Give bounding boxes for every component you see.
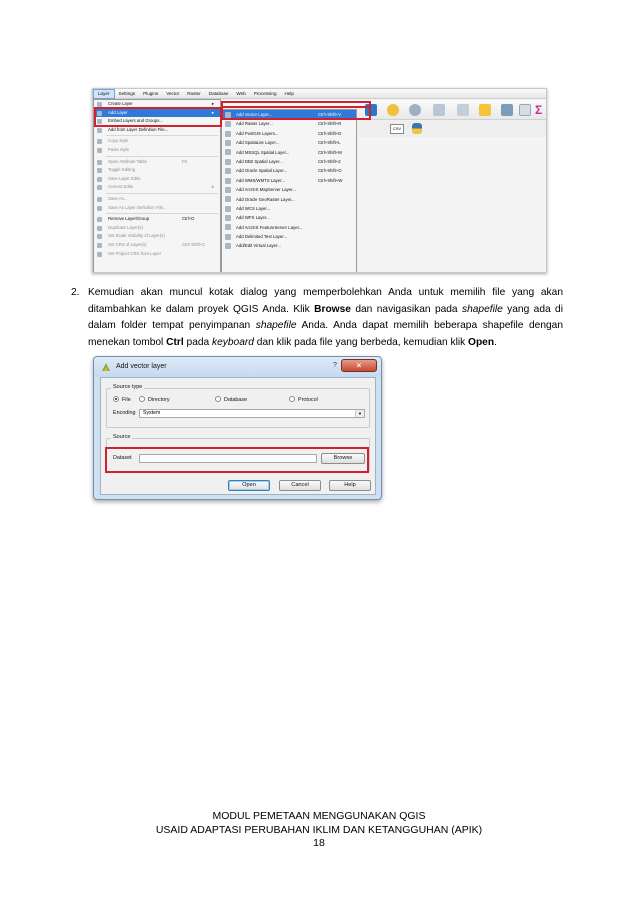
- menu-item-icon: [225, 121, 231, 127]
- source-type-group: [106, 384, 370, 428]
- menu-item[interactable]: [222, 223, 356, 232]
- menu-item-label: Add WMS/WMTS Layer...: [236, 177, 285, 183]
- menu-item-label: Duplicate Layer(s): [108, 224, 143, 230]
- italic-shapefile: shapefile: [255, 320, 297, 331]
- menu-item[interactable]: [222, 241, 356, 250]
- menu-item-icon: [225, 224, 231, 230]
- menu-item-shortcut: Ctrl+Shift+W: [318, 177, 343, 183]
- text-run: dan navigasikan pada: [350, 303, 462, 315]
- menu-item-label: Toggle Editing: [108, 167, 135, 173]
- dataset-label: Dataset: [113, 455, 132, 461]
- encoding-label: Encoding: [113, 410, 136, 416]
- menu-item-icon: [97, 128, 102, 133]
- menu-item-label: Set Project CRS from Layer: [108, 250, 162, 256]
- menu-item-label: Add from Layer Definition File...: [108, 126, 169, 132]
- menu-item-shortcut: Ctrl+Shift+O: [318, 168, 342, 174]
- menu-item-shortcut: Ctrl+Shift+C: [182, 241, 206, 247]
- menubar-web[interactable]: Web: [236, 91, 246, 96]
- menu-item-icon: [97, 160, 102, 165]
- menu-item-label: Add Vector Layer...: [236, 112, 273, 117]
- menu-item[interactable]: [222, 232, 356, 241]
- menu-item-icon: [97, 168, 102, 173]
- text-run: dan klik pada file yang berbeda, kemudian klik: [253, 336, 469, 348]
- menu-item-label: Embed Layers and Groups...: [108, 118, 163, 124]
- menu-item[interactable]: [222, 213, 356, 222]
- annotation-box-source: [105, 447, 369, 473]
- menu-item[interactable]: [222, 138, 356, 147]
- menubar-vector[interactable]: Vector: [166, 91, 180, 96]
- python-console-icon[interactable]: [412, 123, 422, 134]
- menu-item-icon: [97, 148, 102, 153]
- footer-organization: USAID ADAPTASI PERUBAHAN IKLIM DAN KETANGGUHAN (APIK): [155, 823, 483, 836]
- add-layer-submenu: [221, 109, 357, 273]
- menu-item-label: Add Oracle Spatial Layer...: [236, 168, 288, 174]
- annotation-box-toolbar: [221, 101, 371, 109]
- menu-item[interactable]: [94, 232, 220, 241]
- qgis-menu-screenshot: [92, 88, 547, 273]
- bold-open: Open: [468, 336, 495, 348]
- menu-item[interactable]: [94, 126, 220, 135]
- text-run: Kemudian akan muncul kotak dialog yang memperbolehkan Anda untuk memilih file yang akan ditambahkan ke dalam proyek QGIS Anda. Klik: [88, 287, 563, 315]
- menu-item-label: Add Oracle GeoRaster Layer...: [236, 196, 295, 202]
- menu-item-icon: [97, 197, 102, 202]
- dialog-title: Add vector layer: [116, 363, 167, 370]
- menu-item-icon: [225, 140, 231, 146]
- menu-item-label: Create Layer: [108, 101, 133, 106]
- open-button[interactable]: Open: [228, 480, 270, 491]
- dialog-body: [100, 377, 376, 495]
- italic-shapefile: shapefile: [462, 303, 503, 315]
- cancel-button[interactable]: Cancel: [279, 480, 321, 491]
- menu-item-icon: [97, 243, 102, 248]
- menu-item-icon: [225, 187, 231, 193]
- help-button[interactable]: Help: [329, 480, 371, 491]
- qgis-logo-icon: [101, 362, 111, 372]
- qgis-layer-toolbar: [358, 121, 547, 137]
- menu-item-label: Add ArcGIS FeatureServer Layer...: [236, 224, 303, 230]
- deselect-icon[interactable]: [457, 104, 469, 116]
- csv-icon[interactable]: CSV: [390, 124, 404, 134]
- identify-icon[interactable]: [387, 104, 399, 116]
- menu-item-shortcut: Ctrl+Shift+2: [318, 158, 341, 164]
- menu-item-label: Paste style: [108, 146, 130, 152]
- menu-item[interactable]: [222, 119, 356, 128]
- menubar-plugins[interactable]: Plugins: [143, 91, 159, 96]
- encoding-value: System: [143, 410, 161, 416]
- bold-browse: Browse: [314, 303, 351, 315]
- source-type-label: Source type: [113, 384, 143, 390]
- chevron-right-icon: ▸: [211, 109, 214, 115]
- menu-item[interactable]: [222, 176, 356, 185]
- menu-item-icon: [97, 185, 102, 190]
- radio-database-label: Database: [224, 397, 248, 403]
- menu-item-label: Set Scale Visibility of Layer(s): [108, 233, 165, 239]
- menu-item-label: Remove Layer/Group: [108, 216, 150, 222]
- menu-item-label: Set CRS of Layer(s): [108, 241, 147, 247]
- menubar-raster[interactable]: Raster: [187, 91, 201, 96]
- menu-item-icon: [225, 168, 231, 174]
- footer-module-title: MODUL PEMETAAN MENGGUNAKAN QGIS: [212, 810, 426, 822]
- menu-item[interactable]: [94, 175, 220, 184]
- menu-item-icon: [225, 131, 231, 137]
- menu-item-label: Add Layer: [108, 109, 128, 115]
- page-number: 18: [313, 837, 325, 849]
- menu-item[interactable]: [94, 137, 220, 146]
- menu-item-shortcut: F6: [182, 158, 188, 164]
- measure-icon[interactable]: [501, 104, 513, 116]
- menu-item-label: Add Raster Layer...: [236, 121, 273, 127]
- menu-item-shortcut: Ctrl+Shift+V: [318, 112, 342, 117]
- menu-item-icon: [97, 206, 102, 211]
- radio-directory-label: Directory: [148, 397, 170, 403]
- menu-item-icon: [97, 234, 102, 239]
- radio-file[interactable]: [113, 396, 131, 404]
- menu-item-icon: [225, 243, 231, 249]
- radio-dot-selected: [113, 396, 119, 402]
- menu-item[interactable]: [222, 185, 356, 194]
- menu-item-label: Add/Edit Virtual Layer...: [236, 243, 281, 249]
- menu-item-label: Add ArcGIS MapServer Layer...: [236, 187, 296, 193]
- menu-item-icon: [97, 226, 102, 231]
- menu-item-icon: [97, 139, 102, 144]
- menubar-settings[interactable]: Settings: [118, 91, 136, 96]
- menu-separator: [106, 213, 218, 214]
- radio-protocol-label: Protocol: [298, 397, 318, 403]
- radio-dot: [215, 396, 221, 402]
- text-run: pada: [183, 336, 213, 348]
- source-label: Source: [113, 434, 131, 440]
- menu-item-icon: [97, 177, 102, 182]
- bold-ctrl: Ctrl: [166, 336, 184, 348]
- step-number: 2.: [71, 287, 80, 298]
- python-icon[interactable]: [479, 104, 491, 116]
- menu-item[interactable]: [94, 166, 220, 175]
- annotation-box-layer-menu: [94, 107, 222, 127]
- menubar-help[interactable]: Help: [284, 91, 294, 96]
- menu-item-icon: [225, 215, 231, 221]
- add-vector-layer-dialog: [93, 356, 382, 500]
- menu-item-icon: [225, 178, 231, 184]
- menu-item[interactable]: [94, 158, 220, 167]
- menu-item[interactable]: [94, 215, 220, 224]
- menu-item[interactable]: [94, 250, 220, 259]
- menu-item[interactable]: [222, 195, 356, 204]
- menubar-database[interactable]: Database: [208, 91, 229, 96]
- radio-file-label: File: [122, 397, 131, 403]
- menu-item-icon: [225, 196, 231, 202]
- menu-item-icon: [97, 217, 102, 222]
- menu-item-icon: [225, 206, 231, 212]
- menubar-layer[interactable]: Layer: [93, 89, 115, 99]
- menu-item-shortcut: Ctrl+D: [182, 216, 195, 222]
- menu-item[interactable]: [94, 204, 220, 213]
- menu-item[interactable]: [94, 241, 220, 250]
- menu-item-shortcut: Ctrl+Shift+L: [318, 140, 341, 146]
- menu-item-label: Copy style: [108, 138, 129, 144]
- table-icon[interactable]: [519, 104, 531, 116]
- menu-item[interactable]: [222, 157, 356, 166]
- menu-item-label: Save Layer Edits: [108, 175, 141, 181]
- menu-item-label: Save As...: [108, 195, 128, 201]
- menu-item[interactable]: [94, 224, 220, 233]
- menu-item-label: Add MSSQL Spatial Layer...: [236, 149, 290, 155]
- chevron-down-icon[interactable]: ▼: [355, 410, 364, 417]
- radio-dot: [139, 396, 145, 402]
- text-run: yang ada di dalam folder tempat penyimpanan: [88, 303, 563, 331]
- select-icon[interactable]: [433, 104, 445, 116]
- menu-item-label: Add DB2 Spatial Layer...: [236, 158, 283, 164]
- help-icon[interactable]: ?: [333, 362, 337, 369]
- text-run: .: [494, 336, 497, 348]
- page-footer: [0, 810, 638, 851]
- menu-item-label: Add Delimited Text Layer...: [236, 234, 288, 240]
- menu-item[interactable]: [222, 129, 356, 138]
- menu-item-icon: [225, 159, 231, 165]
- menu-item-icon: [225, 234, 231, 240]
- menu-item[interactable]: [94, 146, 220, 155]
- menu-item-label: Current Edits: [108, 184, 134, 190]
- menu-item-icon: [225, 149, 231, 155]
- menu-separator: [106, 156, 218, 157]
- menu-item[interactable]: [94, 183, 220, 192]
- menu-item[interactable]: [222, 204, 356, 213]
- menu-item-label: Save As Layer Definition File...: [108, 204, 167, 210]
- menu-item-label: Add WCS Layer...: [236, 205, 271, 211]
- radio-directory[interactable]: [139, 396, 170, 404]
- menu-item-shortcut: Ctrl+Shift+D: [318, 130, 342, 136]
- zoom-icon[interactable]: [409, 104, 421, 116]
- menu-item[interactable]: [222, 166, 356, 175]
- menu-item-label: Add PostGIS Layers...: [236, 130, 279, 136]
- sigma-icon[interactable]: Σ: [535, 103, 543, 117]
- browse-button[interactable]: Browse: [321, 453, 365, 464]
- menu-separator: [106, 193, 218, 194]
- menu-item-label: Open Attribute Table: [108, 158, 147, 164]
- step-2-text: [88, 285, 563, 351]
- menu-separator: [106, 135, 218, 136]
- radio-dot: [289, 396, 295, 402]
- map-canvas[interactable]: [358, 137, 547, 273]
- menu-item-shortcut: Ctrl+Shift+M: [318, 149, 342, 155]
- menu-item-shortcut: Ctrl+Shift+R: [318, 121, 342, 127]
- close-icon[interactable]: ×: [341, 359, 377, 372]
- menu-item[interactable]: [94, 195, 220, 204]
- step-2-paragraph: [71, 285, 563, 351]
- menu-item-icon: [97, 252, 102, 257]
- italic-keyboard: keyboard: [212, 336, 254, 348]
- radio-protocol[interactable]: [289, 396, 318, 404]
- menu-item-label: Add SpatiaLite Layer...: [236, 140, 280, 146]
- radio-database[interactable]: [215, 396, 247, 404]
- menu-item-label: Add WFS Layer...: [236, 215, 270, 221]
- chevron-right-icon: ▸: [211, 101, 214, 106]
- qgis-menubar: [93, 89, 546, 99]
- chevron-right-icon: ▸: [211, 184, 214, 190]
- menu-item[interactable]: [222, 148, 356, 157]
- encoding-select[interactable]: [139, 409, 365, 418]
- menubar-processing[interactable]: Processing: [253, 91, 277, 96]
- text-run: Anda. Anda dapat memilih beberapa shapefile dengan menekan tombol: [88, 320, 563, 348]
